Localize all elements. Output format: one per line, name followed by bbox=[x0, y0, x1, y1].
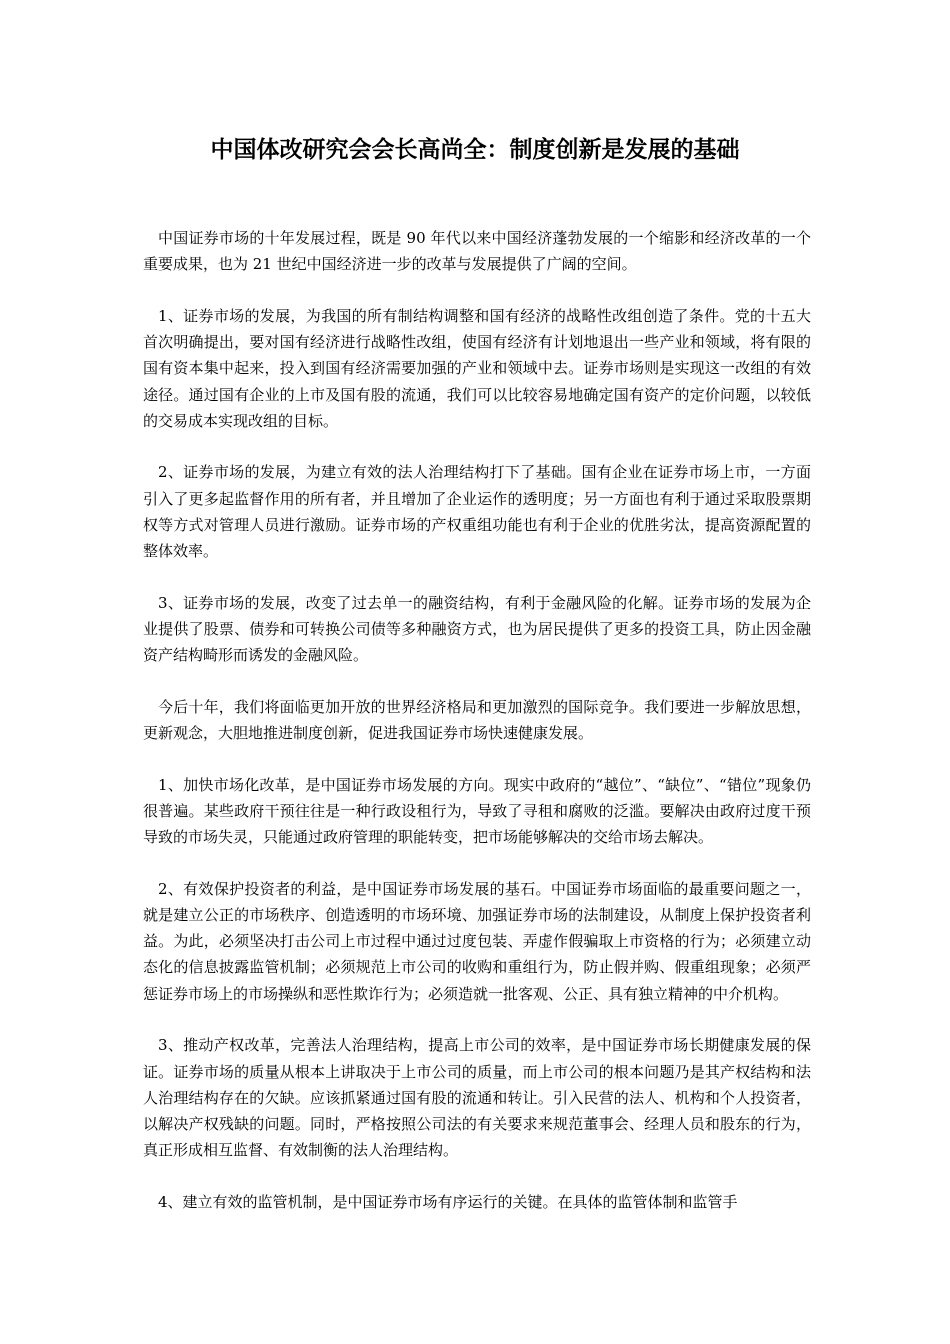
paragraph-reform-1: 1、加快市场化改革，是中国证券市场发展的方向。现实中政府的“越位”、“缺位”、“错位”现象仍很普遍。某些政府干预往往是一种行政设租行为，导致了寻租和腐败的泛滥。要解决由政府过度干预导致的市场失灵，只能通过政府管理的职能转变，把市场能够解决的交给市场去解决。 bbox=[143, 775, 811, 847]
paragraph-point-2: 2、证券市场的发展，为建立有效的法人治理结构打下了基础。国有企业在证券市场上市，一方面引入了更多起监督作用的所有者，并且增加了企业运作的透明度；另一方面也有利于通过采取股票期权等方式对管理人员进行激励。证券市场的产权重组功能也有利于企业的优胜劣汰，提高资源配置的整体效率。 bbox=[143, 463, 811, 561]
paragraph-reform-3: 3、推动产权改革，完善法人治理结构，提高上市公司的效率，是中国证券市场长期健康发展的保证。证券市场的质量从根本上讲取决于上市公司的质量，而上市公司的根本问题乃是其产权结构和法人治理结构存在的欠缺。应该抓紧通过国有股的流通和转让。引入民营的法人、机构和个人投资者，以解决产权残缺的问题。同时，严格按照公司法的有关要求来规范董事会、经理人员和股东的行为，真正形成相互监督、有效制衡的法人治理结构。 bbox=[143, 1036, 811, 1160]
paragraph-outlook: 今后十年，我们将面临更加开放的世界经济格局和更加激烈的国际竞争。我们要进一步解放思想，更新观念，大胆地推进制度创新，促进我国证券市场快速健康发展。 bbox=[143, 697, 811, 743]
paragraph-point-3: 3、证券市场的发展，改变了过去单一的融资结构，有利于金融风险的化解。证券市场的发展为企业提供了股票、债券和可转换公司债等多种融资方式，也为居民提供了更多的投资工具，防止因金融资产结构畸形而诱发的金融风险。 bbox=[143, 593, 811, 665]
document-body bbox=[143, 225, 811, 1241]
document-title: 中国体改研究会会长高尚全：制度创新是发展的基础 bbox=[210, 136, 740, 163]
paragraph-point-1: 1、证券市场的发展，为我国的所有制结构调整和国有经济的战略性改组创造了条件。党的十五大首次明确提出，要对国有经济进行战略性改组，使国有经济有计划地退出一些产业和领域，将有限的国有资本集中起来，投入到国有经济需要加强的产业和领域中去。证券市场则是实现这一改组的有效途径。通过国有企业的上市及国有股的流通，我们可以比较容易地确定国有资产的定价问题，以较低的交易成本实现改组的目标。 bbox=[143, 306, 811, 430]
paragraph-intro: 中国证券市场的十年发展过程，既是 90 年代以来中国经济蓬勃发展的一个缩影和经济改革的一个重要成果，也为 21 世纪中国经济进一步的改革与发展提供了广阔的空间。 bbox=[143, 229, 811, 274]
paragraph-reform-4: 4、建立有效的监管机制，是中国证券市场有序运行的关键。在具体的监管体制和监管手 bbox=[158, 1192, 738, 1211]
paragraph-reform-2: 2、有效保护投资者的利益，是中国证券市场发展的基石。中国证券市场面临的最重要问题之一，就是建立公正的市场秩序、创造透明的市场环境、加强证券市场的法制建设，从制度上保护投资者利益。为此，必须坚决打击公司上市过程中通过过度包装、弄虚作假骗取上市资格的行为；必须建立动态化的信息披露监管机制；必须规范上市公司的收购和重组行为，防止假并购、假重组现象；必须严惩证券市场上的市场操纵和恶性欺诈行为；必须造就一批客观、公正、具有独立精神的中介机构。 bbox=[143, 879, 811, 1003]
